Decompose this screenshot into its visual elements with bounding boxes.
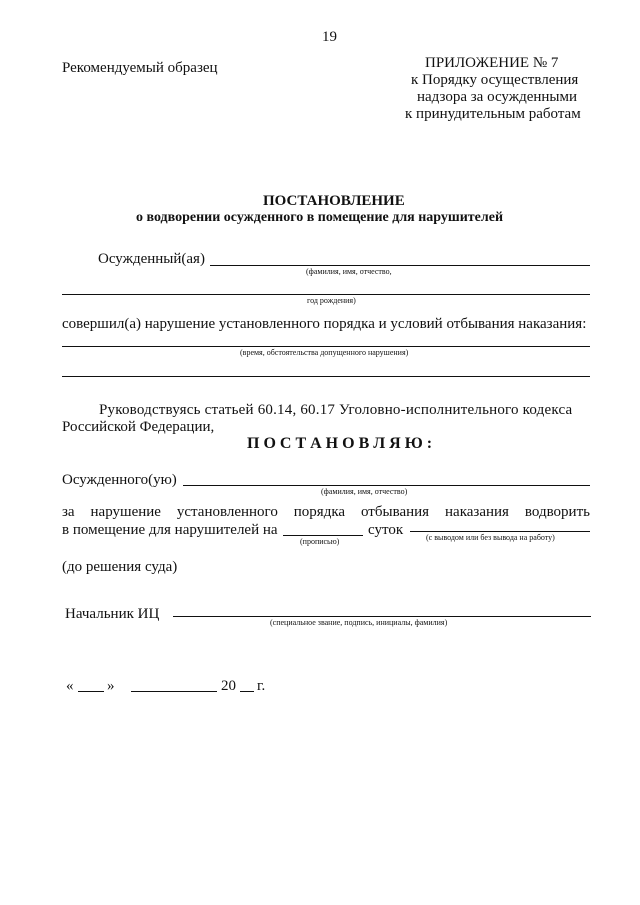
date-year-line[interactable] <box>240 691 254 692</box>
signature-label: Начальник ИЦ <box>65 606 160 622</box>
convict-name-caption: (фамилия, имя, отчество, <box>306 267 392 276</box>
date-quote-open: « <box>66 678 74 694</box>
date-month-line[interactable] <box>131 691 217 692</box>
days-written-caption: (прописью) <box>300 537 340 546</box>
convict-birth-caption: год рождения) <box>307 296 356 305</box>
convict-label: Осужденный(ая) <box>98 251 205 267</box>
work-mode-caption: (с выводом или без вывода на работу) <box>426 533 555 542</box>
days-word: суток <box>368 522 404 538</box>
convict-birth-line[interactable] <box>62 294 590 295</box>
order-convict-caption: (фамилия, имя, отчество) <box>321 487 408 496</box>
convict-name-line[interactable] <box>210 265 590 266</box>
signature-line[interactable] <box>173 616 591 617</box>
legal-basis-line-1 <box>99 401 590 419</box>
order-convict-name-line[interactable] <box>183 485 590 486</box>
violation-caption: (время, обстоятельства допущенного нарушения) <box>240 348 409 357</box>
order-line-1: за нарушение установленного порядка отбывания наказания водворить <box>62 504 590 520</box>
date-quote-close: » <box>107 678 115 694</box>
date-day-line[interactable] <box>78 691 104 692</box>
appendix-title: ПРИЛОЖЕНИЕ № 7 <box>425 55 559 71</box>
date-year-suffix: г. <box>257 678 266 694</box>
violation-line-1[interactable] <box>62 346 590 347</box>
document-title: ПОСТАНОВЛЕНИЕ <box>263 193 405 209</box>
order-convict-label: Осужденного(ую) <box>62 472 177 488</box>
decree-heading: П О С Т А Н О В Л Я Ю : <box>247 435 433 452</box>
sample-label: Рекомендуемый образец <box>62 60 218 76</box>
appendix-line-3: к принудительным работам <box>405 106 581 122</box>
appendix-line-1: к Порядку осуществления <box>411 72 579 88</box>
page-number: 19 <box>322 29 337 45</box>
appendix-line-2: надзора за осужденными <box>417 89 578 105</box>
signature-caption: (специальное звание, подпись, инициалы, фамилия) <box>270 618 448 627</box>
legal-basis-line-2: Российской Федерации, <box>62 419 215 435</box>
date-century: 20 <box>221 678 236 694</box>
until-court-decision: (до решения суда) <box>62 559 178 575</box>
legal-basis-text: Руководствуясь статьей 60.14, 60.17 Уголовно-исполнительного кодекса <box>99 402 573 418</box>
order-line-2-start: в помещение для нарушителей на <box>62 522 278 538</box>
work-mode-line[interactable] <box>410 531 590 532</box>
violation-text: совершил(а) нарушение установленного порядка и условий отбывания наказания: <box>62 316 587 332</box>
days-count-line[interactable] <box>283 535 363 536</box>
document-subtitle: о водворении осужденного в помещение для нарушителей <box>136 210 504 225</box>
violation-line-2[interactable] <box>62 376 590 377</box>
